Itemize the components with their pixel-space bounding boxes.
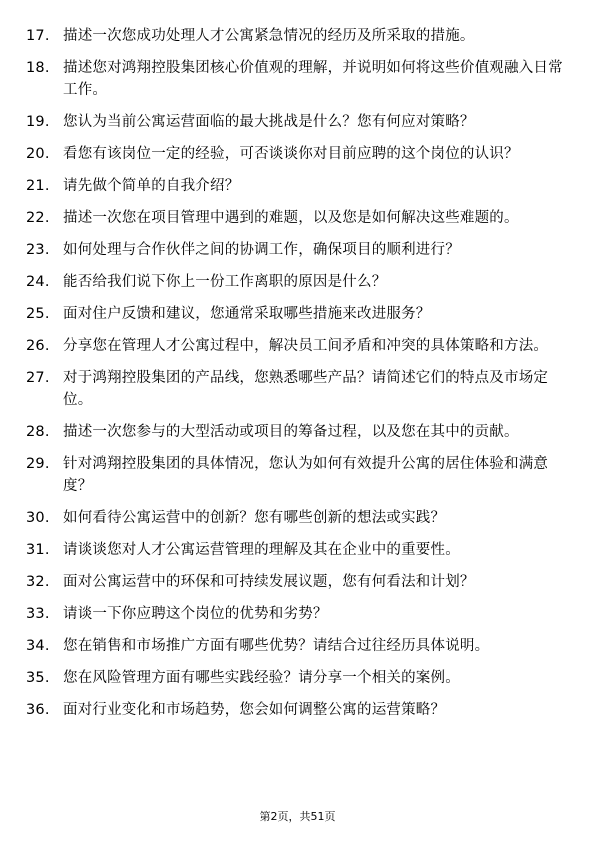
question-text: 能否给我们说下你上一份工作离职的原因是什么？	[63, 274, 387, 290]
question-number: 28.	[26, 424, 50, 440]
question-number: 35.	[26, 670, 50, 686]
question-text: 面对行业变化和市场趋势，您会如何调整公寓的运营策略？	[63, 702, 446, 718]
question-number: 22.	[26, 210, 50, 226]
question-text: 面对公寓运营中的环保和可持续发展议题，您有何看法和计划？	[63, 574, 475, 590]
question-item-22	[26, 207, 566, 229]
question-text: 描述您对鸿翔控股集团核心价值观的理解，并说明如何将这些价值观融入日常工作。	[63, 60, 563, 98]
question-item-18	[26, 57, 566, 101]
question-number: 31.	[26, 542, 50, 558]
question-item-25	[26, 303, 566, 325]
question-text: 描述一次您成功处理人才公寓紧急情况的经历及所采取的措施。	[63, 28, 475, 44]
question-text: 您在风险管理方面有哪些实践经验？请分享一个相关的案例。	[63, 670, 460, 686]
question-item-19	[26, 111, 566, 133]
question-text: 请谈谈您对人才公寓运营管理的理解及其在企业中的重要性。	[63, 542, 460, 558]
question-number: 30.	[26, 510, 50, 526]
question-number: 20.	[26, 146, 50, 162]
question-text: 请先做个简单的自我介绍？	[63, 178, 240, 194]
question-text: 描述一次您在项目管理中遇到的难题，以及您是如何解决这些难题的。	[63, 210, 519, 226]
question-item-33	[26, 603, 566, 625]
question-number: 29.	[26, 456, 50, 472]
question-text: 如何看待公寓运营中的创新？您有哪些创新的想法或实践？	[63, 510, 446, 526]
question-item-23	[26, 239, 566, 261]
question-text: 您认为当前公寓运营面临的最大挑战是什么？您有何应对策略？	[63, 114, 475, 130]
question-item-31	[26, 539, 566, 561]
question-text: 描述一次您参与的大型活动或项目的筹备过程，以及您在其中的贡献。	[63, 424, 519, 440]
question-number: 34.	[26, 638, 50, 654]
page-footer	[0, 810, 595, 824]
question-number: 27.	[26, 370, 50, 386]
question-item-26	[26, 335, 566, 357]
question-item-35	[26, 667, 566, 689]
question-text: 看您有该岗位一定的经验，可否谈谈你对目前应聘的这个岗位的认识？	[63, 146, 519, 162]
question-text: 针对鸿翔控股集团的具体情况，您认为如何有效提升公寓的居住体验和满意度？	[63, 456, 549, 494]
question-number: 19.	[26, 114, 50, 130]
question-item-30	[26, 507, 566, 529]
question-number: 23.	[26, 242, 50, 258]
question-item-21	[26, 175, 566, 197]
question-text: 面对住户反馈和建议，您通常采取哪些措施来改进服务？	[63, 306, 431, 322]
question-number: 25.	[26, 306, 50, 322]
question-number: 32.	[26, 574, 50, 590]
question-item-36	[26, 699, 566, 721]
page-number-label: 第2页，共51页	[259, 810, 336, 823]
question-list	[26, 25, 566, 731]
question-number: 26.	[26, 338, 50, 354]
question-text: 分享您在管理人才公寓过程中，解决员工间矛盾和冲突的具体策略和方法。	[63, 338, 549, 354]
question-item-27	[26, 367, 566, 411]
question-text: 请谈一下你应聘这个岗位的优势和劣势？	[63, 606, 328, 622]
question-text: 您在销售和市场推广方面有哪些优势？请结合过往经历具体说明。	[63, 638, 490, 654]
question-number: 21.	[26, 178, 50, 194]
question-item-17	[26, 25, 566, 47]
question-item-28	[26, 421, 566, 443]
question-number: 24.	[26, 274, 50, 290]
question-item-29	[26, 453, 566, 497]
question-number: 17.	[26, 28, 50, 44]
question-number: 18.	[26, 60, 50, 76]
question-text: 对于鸿翔控股集团的产品线，您熟悉哪些产品？请简述它们的特点及市场定位。	[63, 370, 549, 408]
question-item-20	[26, 143, 566, 165]
question-text: 如何处理与合作伙伴之间的协调工作，确保项目的顺利进行？	[63, 242, 460, 258]
question-item-24	[26, 271, 566, 293]
question-item-32	[26, 571, 566, 593]
question-item-34	[26, 635, 566, 657]
question-number: 36.	[26, 702, 50, 718]
question-number: 33.	[26, 606, 50, 622]
